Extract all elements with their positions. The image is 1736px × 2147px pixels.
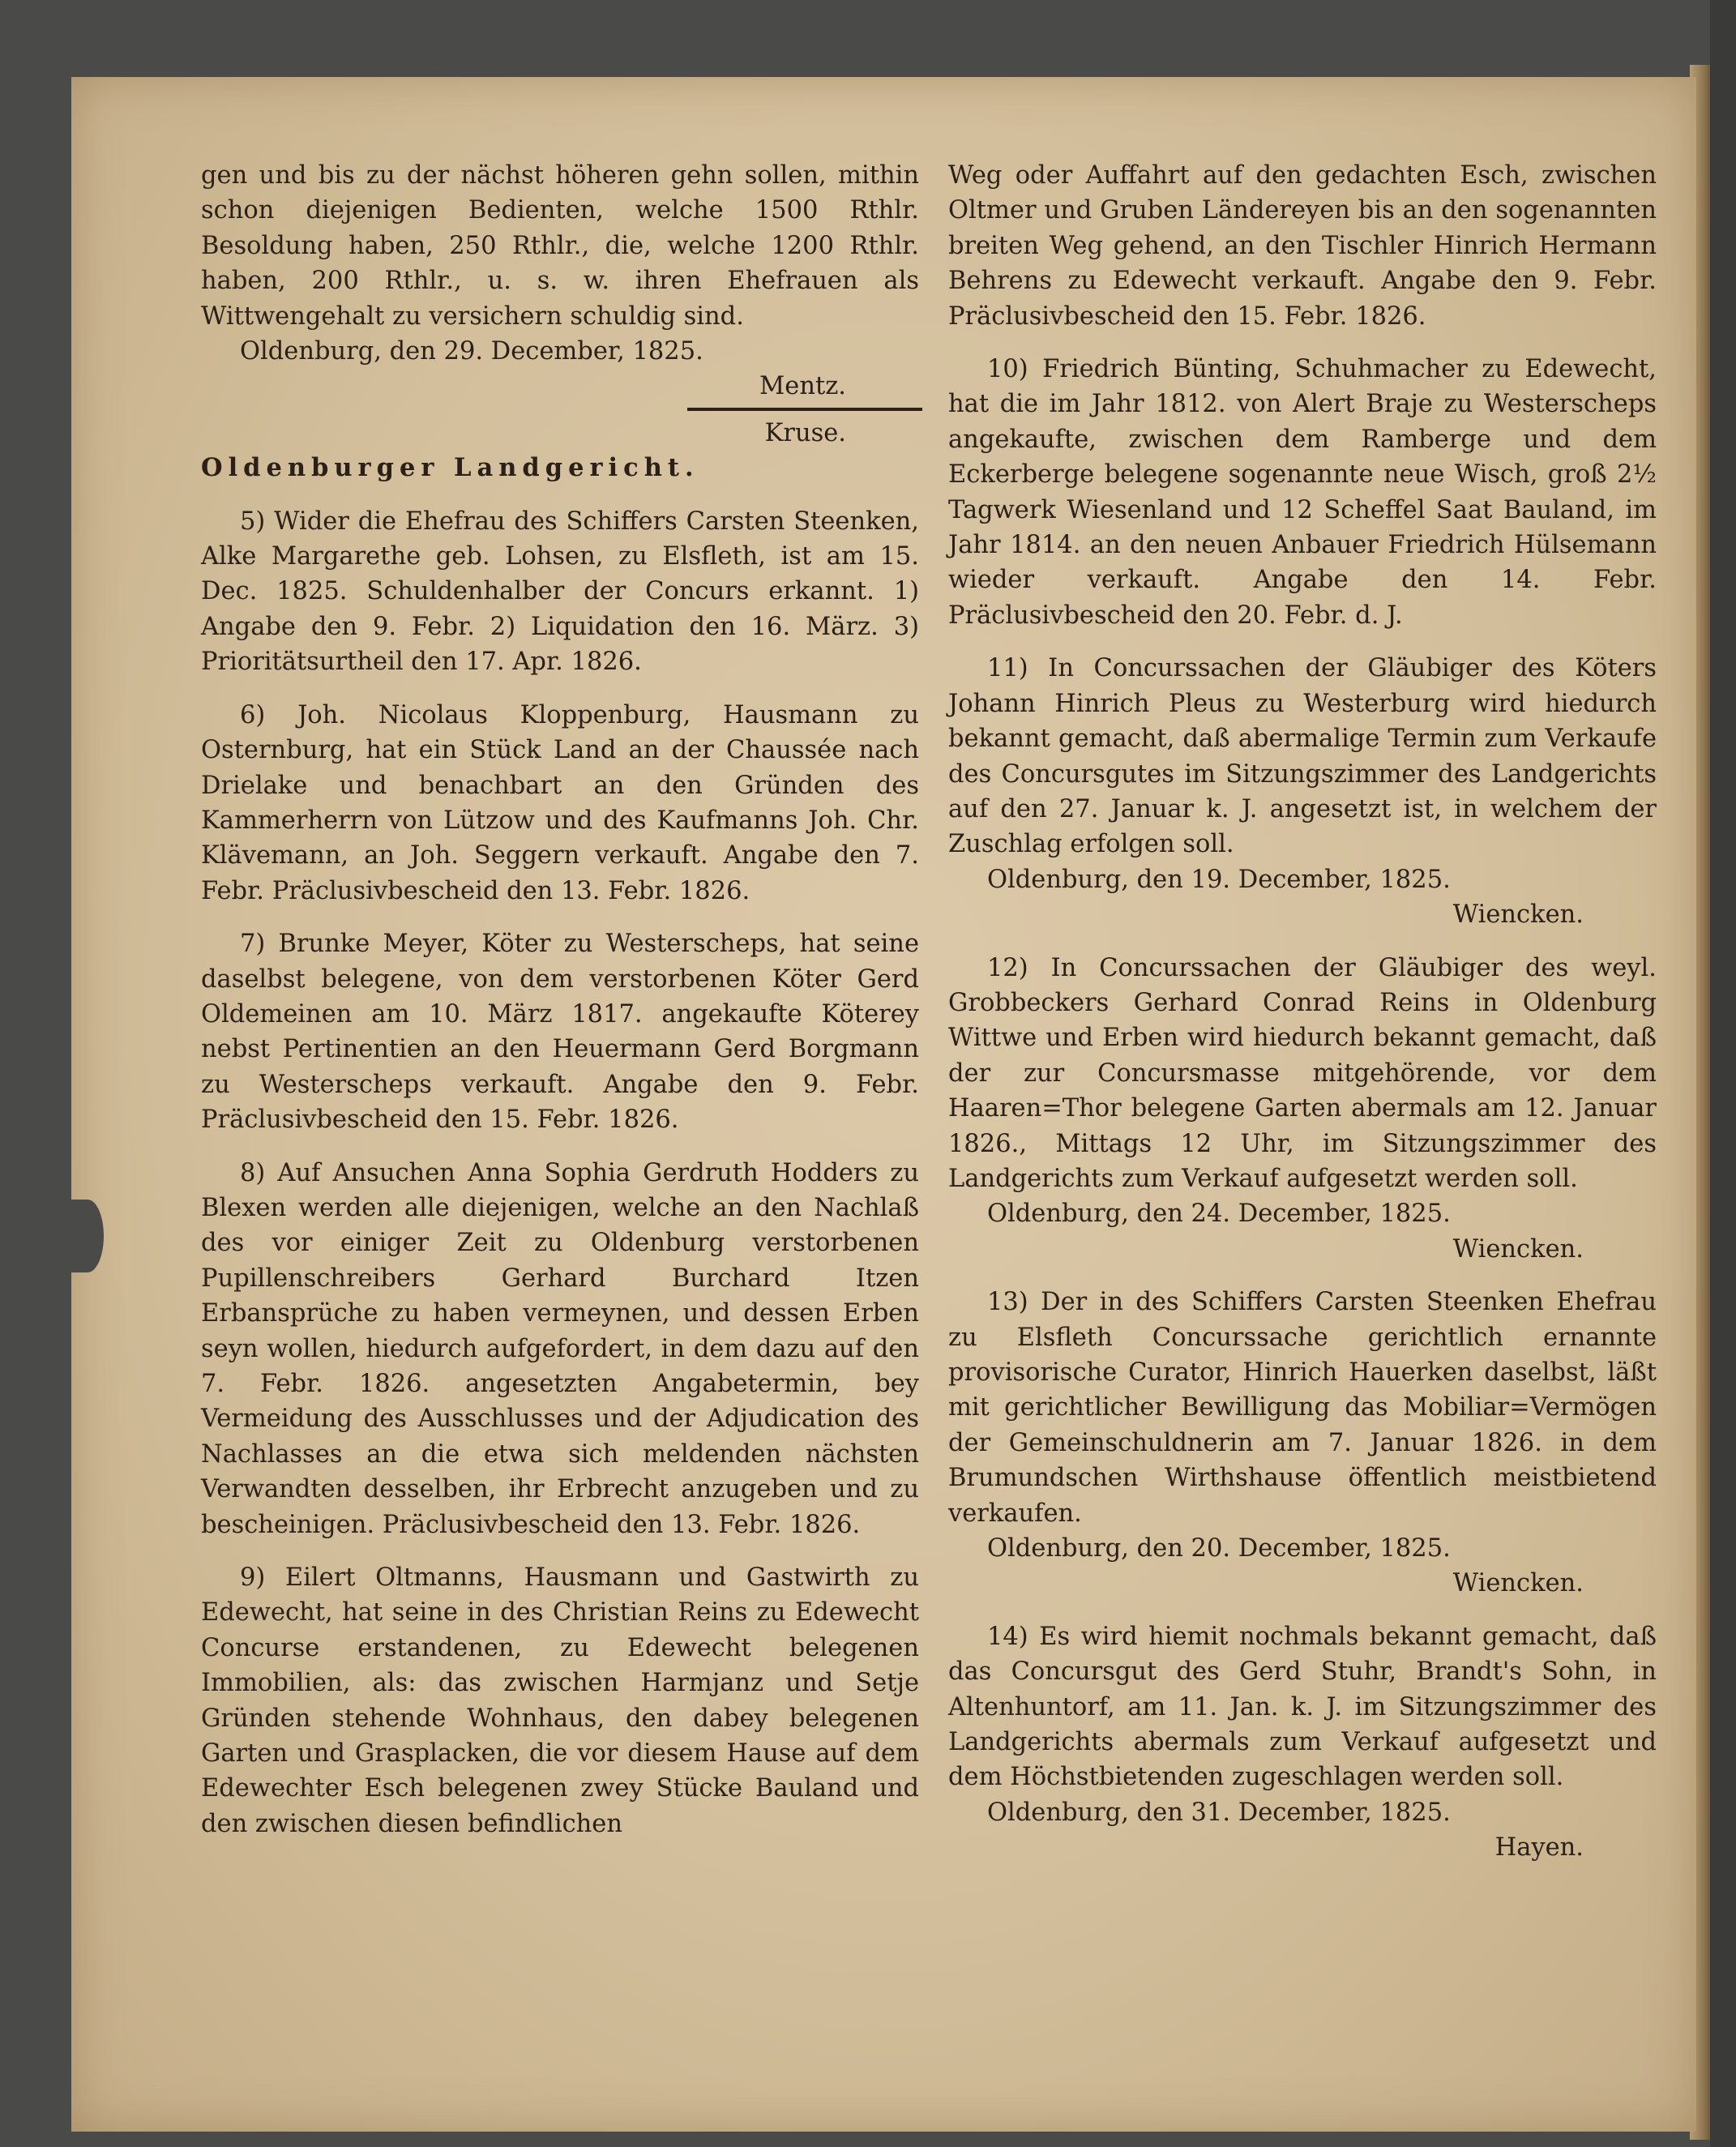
paragraph-gap [201, 1138, 919, 1156]
notice-signature: Wiencken. [1452, 900, 1584, 930]
notice-signature: Hayen. [1494, 1833, 1584, 1863]
paragraph-gap [948, 633, 1657, 651]
notice-paragraph: 11) In Concurssachen der Gläubiger des Köters Johann Hinrich Pleus zu Westerburg wird hiedurch bekannt gemacht, daß abermalige Termin zum Verkaufe des Concursgutes im Sitzungszimmer des Landgerichts auf den 27. Januar k. J. angesetzt ist, in welchem der Zuschlag erfolgen soll. [948, 654, 1657, 859]
separator-rule [687, 408, 922, 411]
paragraph-gap [948, 1267, 1657, 1285]
section-heading: Oldenburger Landgericht. [201, 453, 699, 483]
paragraph-gap [948, 1602, 1657, 1619]
notice-paragraph: 13) Der in des Schiffers Carsten Steenken Ehefrau zu Elsfleth Concurssache gerichtlich ernannte provisorische Curator, Hinrich Hauerken daselbst, läßt mit gerichtlicher Bewilligung das Mobiliar=Vermögen der Gemeinschuldnerin am 7. Januar 1826. in dem Brumundschen Wirthshause öffentlich meistbietend verkaufen. [948, 1288, 1657, 1528]
notice-paragraph: 6) Joh. Nicolaus Kloppenburg, Hausmann zu Osternburg, hat ein Stück Land an der Chaussée nach Drielake und benachbart an den Gründen des Kammerherrn von Lützow und des Kaufmanns Joh. Chr. Klävemann, an Joh. Seggern verkauft. Angabe den 7. Febr. Präclusivbescheid den 13. Febr. 1826. [201, 700, 919, 905]
paragraph-gap [948, 933, 1657, 951]
background-edge [1710, 0, 1736, 2147]
notice-signature: Mentz. [759, 372, 846, 401]
notice-paragraph: 7) Brunke Meyer, Köter zu Westerscheps, hat seine daselbst belegene, von dem verstorbenen Köter Gerd Oldemeinen am 10. März 1817. angekaufte Köterey nebst Pertinentien an den Heuermann Gerd Borgmann zu Westerscheps verkauft. Angabe den 9. Febr. Präclusivbescheid den 15. Febr. 1826. [201, 930, 919, 1135]
notice-paragraph: 9) Eilert Oltmanns, Hausmann und Gastwirth zu Edewecht, hat seine in des Christian Reins zu Edewecht Concurse erstandenen, zu Edewecht belegenen Immobilien, als: das zwischen Harmjanz und Setje Gründen stehende Wohnhaus, den dabey belegenen Garten und Grasplacken, die vor diesem Hause auf dem Edewechter Esch belegenen zwey Stücke Bauland und den zwischen diesen befindlichen [201, 1563, 919, 1838]
paragraph-gap [201, 909, 919, 926]
notice-signature: Wiencken. [1452, 1569, 1584, 1598]
notice-signature: Kruse. [764, 418, 846, 447]
right-column [948, 158, 1657, 1866]
notice-date: Oldenburg, den 24. December, 1825. [987, 1200, 1451, 1229]
left-column [201, 158, 919, 1841]
notice-paragraph: gen und bis zu der nächst höheren gehn sollen, mithin schon diejenigen Bedienten, welche 1500 Rthlr. Besoldung haben, 250 Rthlr., die, welche 1200 Rthlr. haben, 200 Rthlr., u. s. w. ihren Ehefrauen als Wittwengehalt zu versichern schuldig sind. [201, 161, 919, 331]
torn-edge [71, 1200, 104, 1272]
notice-signature: Wiencken. [1452, 1234, 1584, 1264]
notice-date: Oldenburg, den 19. December, 1825. [987, 865, 1451, 894]
notice-paragraph: 8) Auf Ansuchen Anna Sophia Gerdruth Hodders zu Blexen werden alle diejenigen, welche an den Nachlaß des vor einiger Zeit zu Oldenburg verstorbenen Pupillenschreibers Gerhard Burchard Itzen Erbansprüche zu haben vermeynen, und dessen Erben seyn wollen, hiedurch aufgefordert, in dem dazu auf den 7. Febr. 1826. angesetzten Angabetermin, bey Vermeidung des Ausschlusses und der Adjudication des Nachlasses an die etwa sich meldenden nächsten Verwandten desselben, ihr Erbrecht anzugeben und zu bescheinigen. Präclusivbescheid den 13. Febr. 1826. [201, 1158, 919, 1539]
notice-paragraph: 10) Friedrich Bünting, Schuhmacher zu Edewecht, hat die im Jahr 1812. von Alert Braje zu Westerscheps angekaufte, zwischen dem Ramberge und dem Eckerberge belegene sogenannte neue Wisch, groß 2½ Tagwerk Wiesenland und 12 Scheffel Saat Bauland, im Jahr 1814. an den neuen Anbauer Friedrich Hülsemann wieder verkauft. Angabe den 14. Febr. Präclusivbescheid den 20. Febr. d. J. [948, 355, 1657, 630]
notice-paragraph: 5) Wider die Ehefrau des Schiffers Carsten Steenken, Alke Margarethe geb. Lohsen, zu Elsfleth, ist am 15. Dec. 1825. Schuldenhalber der Concurs erkannt. 1) Angabe den 9. Febr. 2) Liquidation den 16. März. 3) Prioritätsurtheil den 17. Apr. 1826. [201, 507, 919, 677]
paragraph-gap [948, 334, 1657, 352]
notice-date: Oldenburg, den 20. December, 1825. [987, 1534, 1451, 1563]
notice-date: Oldenburg, den 31. December, 1825. [987, 1798, 1451, 1827]
paragraph-gap [201, 680, 919, 698]
notice-paragraph: Weg oder Auffahrt auf den gedachten Esch, zwischen Oltmer und Gruben Ländereyen bis an den sogenannten breiten Weg gehend, an den Tischler Hinrich Hermann Behrens zu Edewecht verkauft. Angabe den 9. Febr. Präclusivbescheid den 15. Febr. 1826. [948, 161, 1657, 331]
notice-paragraph: 14) Es wird hiemit nochmals bekannt gemacht, daß das Concursgut des Gerd Stuhr, Brandt's Sohn, in Altenhuntorf, am 11. Jan. k. J. im Sitzungszimmer des Landgerichts abermals zum Verkauf aufgesetzt und dem Höchstbietenden zugeschlagen werden soll. [948, 1622, 1657, 1792]
notice-paragraph: 12) In Concurssachen der Gläubiger des weyl. Grobbeckers Gerhard Conrad Reins in Oldenburg Wittwe und Erben wird hiedurch bekannt gemacht, daß der zur Concursmasse mitgehörende, vor dem Haaren=Thor belegene Garten abermals am 12. Januar 1826., Mittags 12 Uhr, im Sitzungszimmer des Landgerichts zum Verkauf aufgesetzt werden soll. [948, 953, 1657, 1193]
paragraph-gap [201, 486, 919, 504]
paragraph-gap [201, 1542, 919, 1560]
notice-date: Oldenburg, den 29. December, 1825. [240, 337, 703, 366]
